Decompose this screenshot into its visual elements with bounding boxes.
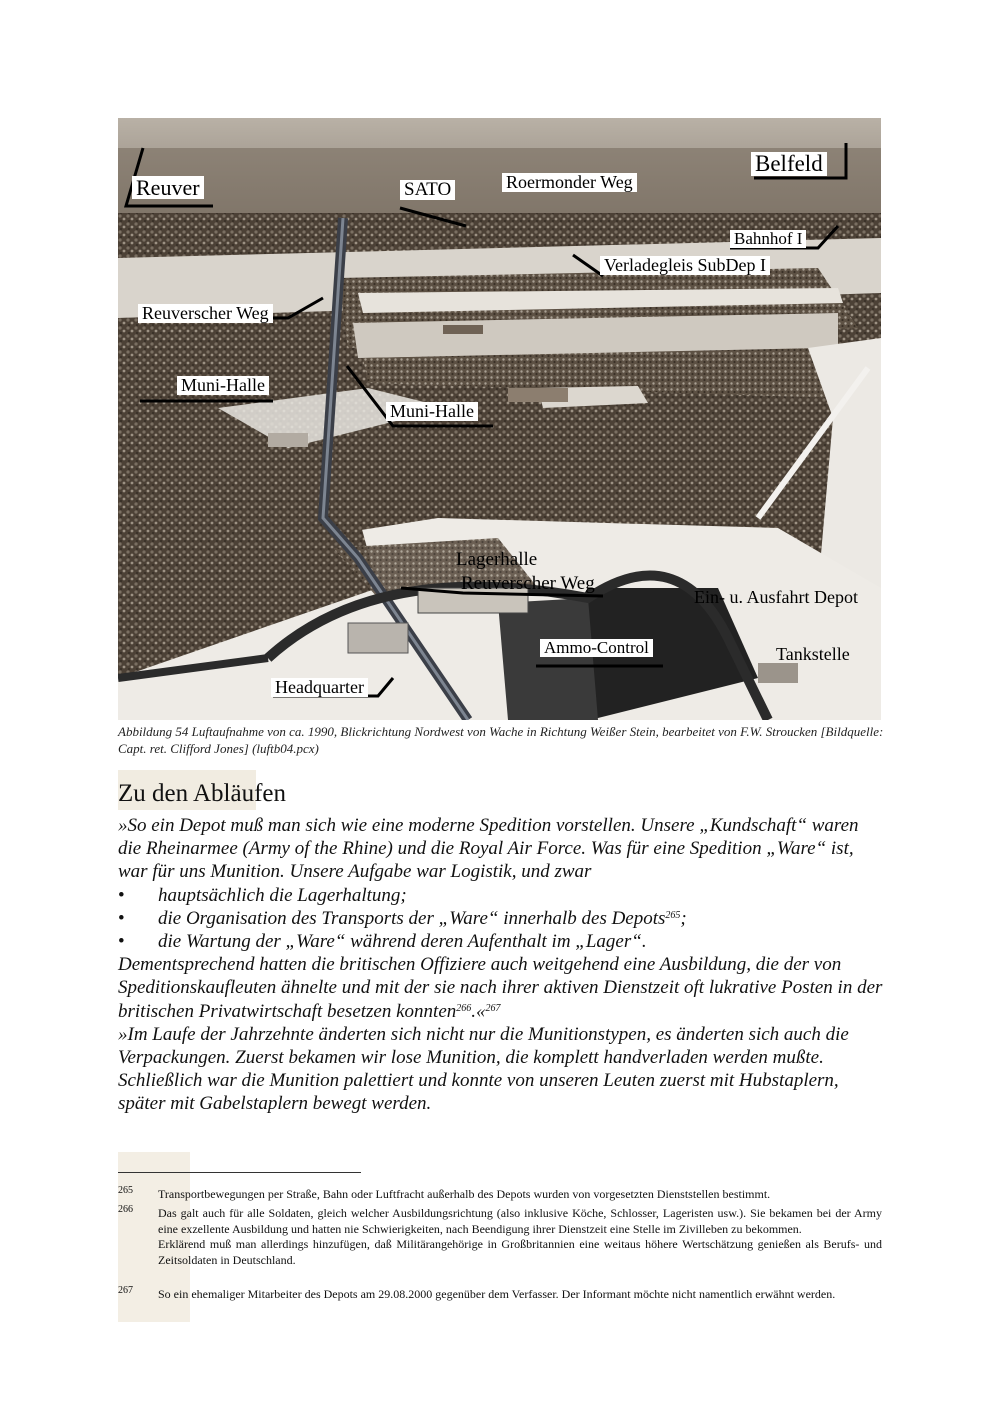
footnote-text-continued: Erklärend muß man allerdings hinzufügen, daß Militärangehörige in Großbritannien eine weitaus höhere Wertschätzung genießen als Berufs- und Zeitsoldaten in Deutschland.	[158, 1237, 882, 1267]
bullet-text: hauptsächlich die Lagerhaltung;	[158, 884, 407, 906]
footnote-267	[118, 1287, 882, 1303]
paragraph-2-text: Dementsprechend hatten die britischen Offiziere auch weitgehend eine Ausbildung, die der von Speditionskaufleuten ähnelte und mit der sie nach ihrer aktiven Dienstzeit oft lukrative Posten in der britischen Privatwirtschaft besetzen konnten	[118, 954, 883, 1022]
label-headquarter: Headquarter	[271, 678, 368, 697]
label-roermonder-weg: Roermonder Weg	[502, 173, 637, 192]
label-verladegleis: Verladegleis SubDep I	[600, 256, 770, 275]
footnote-number: 267	[118, 1285, 133, 1296]
footnote-text: Das galt auch für alle Soldaten, gleich welcher Ausbildungsrichtung (also inklusive Köche, Schlosser, Lageristen usw.). Sie bekamen bei der Army eine exzellente Ausbildung und hatten nie Schwierigkeiten, nach Beendigung ihrer Dienstzeit eine Stelle im Zivilleben zu bekommen.	[158, 1206, 882, 1236]
body-text	[118, 814, 884, 1116]
section-heading: Zu den Abläufen	[118, 780, 287, 807]
figure-caption: Abbildung 54 Luftaufnahme von ca. 1990, Blickrichtung Nordwest von Wache in Richtung Weißer Stein, bearbeitet von F.W. Stroucken [Bildquelle: Capt. ret. Clifford Jones] (luftb04.pcx)	[118, 724, 884, 756]
aerial-photo	[118, 118, 881, 720]
label-muni-halle-center: Muni-Halle	[386, 402, 478, 421]
label-einfahrt-depot: Ein- u. Ausfahrt Depot	[694, 587, 858, 607]
footnote-text: So ein ehemaliger Mitarbeiter des Depots am 29.08.2000 gegenüber dem Verfasser. Der Informant möchte nicht namentlich erwähnt werden.	[158, 1287, 836, 1301]
footnote-266	[118, 1206, 882, 1268]
label-bahnhof: Bahnhof I	[730, 230, 806, 248]
bullet-text: die Wartung der „Ware“ während deren Aufenthalt im „Lager“.	[158, 931, 647, 953]
paragraph-2	[118, 953, 884, 1023]
footnote-ref[interactable]: 267	[485, 1002, 501, 1014]
label-lagerhalle-line1: Lagerhalle	[456, 549, 538, 570]
footnote-ref[interactable]: 266	[456, 1002, 472, 1014]
label-belfeld: Belfeld	[751, 152, 827, 176]
label-reuver: Reuver	[132, 176, 204, 199]
bullet-icon: •	[118, 884, 125, 906]
list-item	[118, 884, 884, 907]
footnote-number: 266	[118, 1204, 133, 1215]
paragraph-1: »So ein Depot muß man sich wie eine moderne Spedition vorstellen. Unsere „Kundschaft“ waren die Rheinarmee (Army of the Rhine) und die Royal Air Force. Was für eine Spedition „Ware“ ist, war für uns Munition. Unsere Aufgabe war Logistik, und zwar	[118, 815, 859, 883]
bullet-text-end: ;	[680, 907, 687, 929]
label-lagerhalle-line2: Reuverscher Weg	[461, 573, 595, 594]
label-ammo-control: Ammo-Control	[540, 639, 653, 657]
footnote-separator	[118, 1172, 361, 1173]
footnote-text: Transportbewegungen per Straße, Bahn oder Luftfracht außerhalb des Depots wurden von vorgesetzten Dienststellen bestimmt.	[158, 1187, 771, 1201]
label-sato: SATO	[400, 180, 455, 200]
footnote-number: 265	[118, 1185, 133, 1196]
list-item	[118, 930, 884, 953]
label-tankstelle: Tankstelle	[776, 644, 850, 664]
paragraph-3: »Im Laufe der Jahrzehnte änderten sich nicht nur die Munitionstypen, es änderten sich auch die Verpackungen. Zuerst bekamen wir lose Munition, die komplett handverladen werden mußte. Schließlich war die Munition palettiert und konnte von unseren Leuten zuerst mit Hubstaplern, später mit Gabelstaplern bewegt werden.	[118, 1023, 849, 1115]
footnote-ref[interactable]: 265	[665, 909, 681, 921]
label-reuverscher-weg: Reuverscher Weg	[138, 304, 273, 323]
bullet-icon: •	[118, 931, 125, 953]
list-item	[118, 907, 884, 930]
footnote-265	[118, 1187, 882, 1203]
bullet-text: die Organisation des Transports der „Ware“ innerhalb des Depots	[158, 907, 666, 929]
quote-end: .«	[471, 1000, 486, 1022]
label-muni-halle-left: Muni-Halle	[177, 376, 269, 395]
bullet-icon: •	[118, 907, 125, 929]
